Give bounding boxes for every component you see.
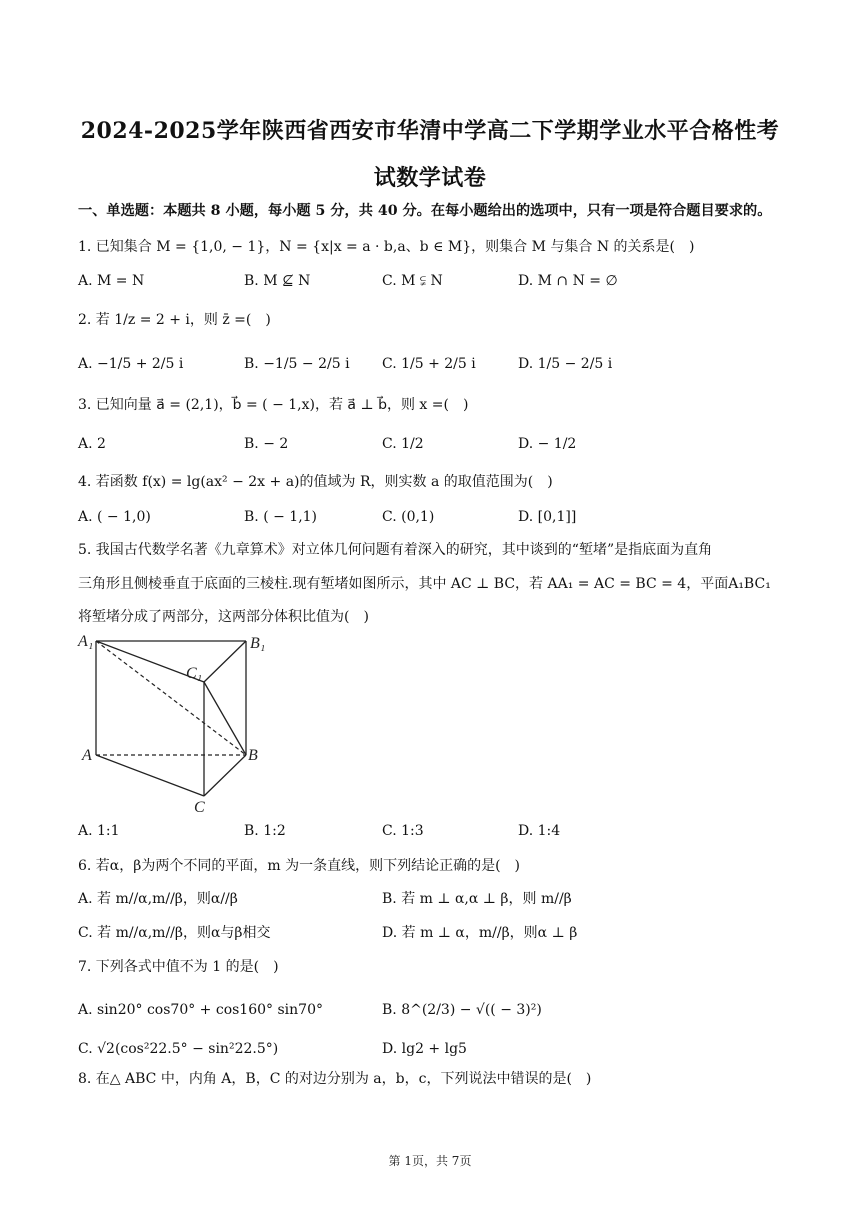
q7-option-a: A. sin20° cos70° + cos160° sin70° bbox=[78, 1002, 323, 1018]
q1-option-a: A. M = N bbox=[78, 273, 145, 289]
question-1-stem: 1. 已知集合 M = {1,0, − 1}，N = {x|x = a · b,a、b ∈ M}，则集合 M 与集合 N 的关系是( ) bbox=[78, 239, 695, 255]
q4-option-d: D. [0,1]] bbox=[518, 509, 577, 525]
label-c: C bbox=[194, 799, 205, 815]
q6-option-a: A. 若 m//α,m//β，则α//β bbox=[78, 891, 238, 907]
exam-title-line1: 2024-2025学年陕西省西安市华清中学高二下学期学业水平合格性考 bbox=[80, 118, 780, 144]
q4-option-b: B. ( − 1,1) bbox=[244, 509, 318, 525]
q4-option-c: C. (0,1) bbox=[382, 509, 435, 525]
q4-option-a: A. ( − 1,0) bbox=[78, 509, 151, 525]
q1-option-c: C. M ⫋ N bbox=[382, 273, 443, 289]
q3-option-b: B. − 2 bbox=[244, 436, 289, 452]
q2-option-c: C. 1/5 + 2/5 i bbox=[382, 356, 476, 372]
q5-option-d: D. 1:4 bbox=[518, 823, 561, 839]
label-a1: A₁ bbox=[78, 633, 94, 650]
q3-option-a: A. 2 bbox=[78, 436, 106, 452]
question-8-stem: 8. 在△ ABC 中，内角 A，B，C 的对边分别为 a，b，c，下列说法中错误的是( ) bbox=[78, 1071, 592, 1087]
label-b1: B₁ bbox=[250, 635, 266, 652]
section-heading-single-choice: 一、单选题：本题共 8 小题，每小题 5 分，共 40 分。在每小题给出的选项中，只有一项是符合题目要求的。 bbox=[78, 203, 772, 219]
exam-title-line2: 试数学试卷 bbox=[373, 165, 487, 191]
question-5-stem-line1: 5. 我国古代数学名著《九章算术》对立体几何问题有着深入的研究，其中谈到的“堑堵”是指底面为直角 bbox=[78, 542, 713, 558]
q3-option-c: C. 1/2 bbox=[382, 436, 424, 452]
page-footer: 第 1页，共 7页 bbox=[388, 1154, 472, 1168]
q5-option-a: A. 1:1 bbox=[78, 823, 120, 839]
q6-option-b: B. 若 m ⊥ α,α ⊥ β，则 m//β bbox=[382, 891, 572, 907]
q2-option-d: D. 1/5 − 2/5 i bbox=[518, 356, 613, 372]
q1-option-d: D. M ∩ N = ∅ bbox=[518, 273, 618, 289]
question-4-stem: 4. 若函数 f(x) = lg(ax² − 2x + a)的值域为 R，则实数 a 的取值范围为( ) bbox=[78, 474, 553, 490]
q1-option-b: B. M ⊈ N bbox=[244, 273, 311, 289]
question-5-stem-line3: 将堑堵分成了两部分，这两部分体积比值为( ) bbox=[78, 609, 369, 625]
q5-option-c: C. 1:3 bbox=[382, 823, 424, 839]
q3-option-d: D. − 1/2 bbox=[518, 436, 577, 452]
q6-option-c: C. 若 m//α,m//β，则α与β相交 bbox=[78, 925, 271, 941]
question-6-stem: 6. 若α，β为两个不同的平面，m 为一条直线，则下列结论正确的是( ) bbox=[78, 858, 521, 874]
q6-option-d: D. 若 m ⊥ α，m//β，则α ⊥ β bbox=[382, 925, 578, 941]
q5-option-b: B. 1:2 bbox=[244, 823, 286, 839]
label-a: A bbox=[82, 747, 92, 764]
question-2-stem: 2. 若 1/z = 2 + i，则 z̄ =( ) bbox=[78, 312, 271, 328]
q2-option-a: A. −1/5 + 2/5 i bbox=[78, 356, 184, 372]
q7-option-d: D. lg2 + lg5 bbox=[382, 1041, 467, 1057]
question-7-stem: 7. 下列各式中值不为 1 的是( ) bbox=[78, 959, 279, 975]
question-3-stem: 3. 已知向量 a⃗ = (2,1)，b⃗ = ( − 1,x)，若 a⃗ ⊥ b⃗，则 x =( ) bbox=[78, 397, 469, 413]
q7-option-b: B. 8^(2/3) − √(( − 3)²) bbox=[382, 1002, 542, 1018]
q7-option-c: C. √2(cos²22.5° − sin²22.5°) bbox=[78, 1041, 279, 1057]
q2-option-b: B. −1/5 − 2/5 i bbox=[244, 356, 350, 372]
label-c1: C₁ bbox=[186, 665, 203, 682]
label-b: B bbox=[248, 747, 258, 764]
question-5-stem-line2: 三角形且侧棱垂直于底面的三棱柱.现有堑堵如图所示，其中 AC ⊥ BC，若 AA₁ = AC = BC = 4，平面A₁BC₁ bbox=[78, 576, 771, 592]
prism-figure bbox=[76, 630, 276, 815]
